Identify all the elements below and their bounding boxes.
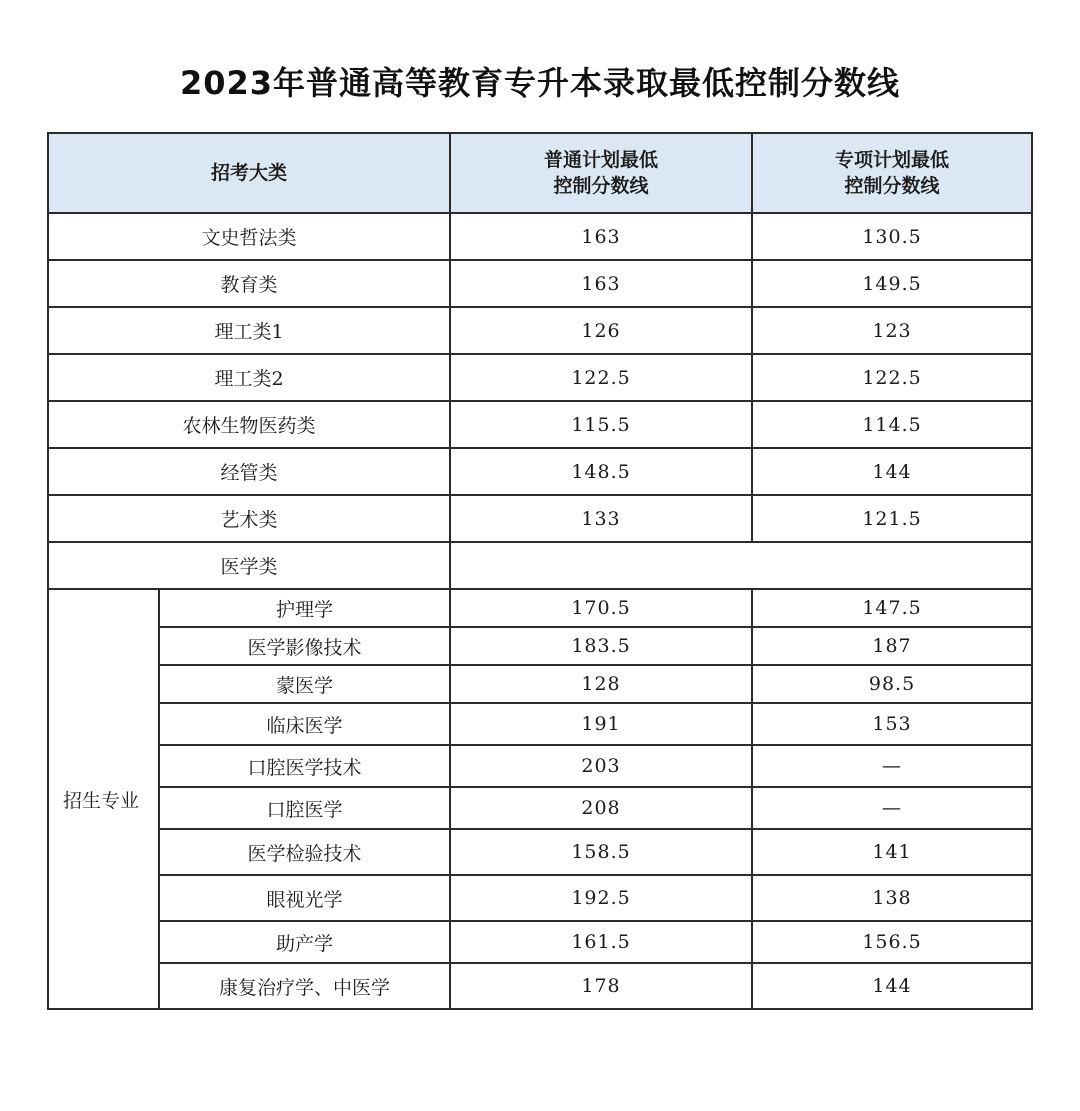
table-row <box>48 963 1032 1009</box>
special-score-cell: — <box>752 745 1032 787</box>
table-row <box>48 665 1032 703</box>
header-special-line1: 专项计划最低 <box>835 149 950 171</box>
header-special-line2: 控制分数线 <box>844 175 940 197</box>
table-row <box>48 589 1032 627</box>
medical-category-row <box>48 542 1032 589</box>
header-special <box>752 133 1032 213</box>
major-name-cell: 助产学 <box>159 921 450 963</box>
major-name-cell: 口腔医学技术 <box>159 745 450 787</box>
major-name-cell: 眼视光学 <box>159 875 450 921</box>
table-header-row <box>48 133 1032 213</box>
special-score-cell: 123 <box>752 307 1032 354</box>
special-score-cell: 122.5 <box>752 354 1032 401</box>
general-score-cell: 163 <box>450 260 752 307</box>
category-cell: 教育类 <box>48 260 450 307</box>
category-cell: 经管类 <box>48 448 450 495</box>
header-general <box>450 133 752 213</box>
major-name-cell: 护理学 <box>159 589 450 627</box>
table-row <box>48 213 1032 260</box>
score-table <box>47 132 1033 1010</box>
table-row <box>48 354 1032 401</box>
major-name-cell: 医学检验技术 <box>159 829 450 875</box>
table-row <box>48 627 1032 665</box>
general-score-cell: 161.5 <box>450 921 752 963</box>
special-score-cell: 187 <box>752 627 1032 665</box>
special-score-cell: — <box>752 787 1032 829</box>
general-score-cell: 115.5 <box>450 401 752 448</box>
general-score-cell: 170.5 <box>450 589 752 627</box>
table-row <box>48 829 1032 875</box>
general-score-cell: 148.5 <box>450 448 752 495</box>
special-score-cell: 141 <box>752 829 1032 875</box>
special-score-cell: 149.5 <box>752 260 1032 307</box>
special-score-cell: 98.5 <box>752 665 1032 703</box>
major-group-label: 招生专业 <box>48 589 159 1009</box>
table-row <box>48 787 1032 829</box>
category-cell: 文史哲法类 <box>48 213 450 260</box>
general-score-cell: 126 <box>450 307 752 354</box>
general-score-cell: 203 <box>450 745 752 787</box>
general-score-cell: 158.5 <box>450 829 752 875</box>
special-score-cell: 114.5 <box>752 401 1032 448</box>
table-row <box>48 703 1032 745</box>
category-cell: 理工类2 <box>48 354 450 401</box>
special-score-cell: 156.5 <box>752 921 1032 963</box>
page-title: 2023年普通高等教育专升本录取最低控制分数线 <box>179 64 901 102</box>
major-name-cell: 临床医学 <box>159 703 450 745</box>
table-row <box>48 307 1032 354</box>
table-row <box>48 448 1032 495</box>
general-score-cell: 208 <box>450 787 752 829</box>
major-name-cell: 口腔医学 <box>159 787 450 829</box>
general-score-cell: 163 <box>450 213 752 260</box>
special-score-cell: 138 <box>752 875 1032 921</box>
header-general-line1: 普通计划最低 <box>544 149 659 171</box>
general-score-cell: 128 <box>450 665 752 703</box>
special-score-cell: 147.5 <box>752 589 1032 627</box>
table-row <box>48 260 1032 307</box>
special-score-cell: 153 <box>752 703 1032 745</box>
category-cell: 理工类1 <box>48 307 450 354</box>
general-score-cell: 133 <box>450 495 752 542</box>
table-row <box>48 875 1032 921</box>
header-general-line2: 控制分数线 <box>553 175 649 197</box>
general-score-cell: 183.5 <box>450 627 752 665</box>
medical-empty-cell <box>450 542 1032 589</box>
special-score-cell: 130.5 <box>752 213 1032 260</box>
header-category: 招考大类 <box>48 133 450 213</box>
category-cell: 农林生物医药类 <box>48 401 450 448</box>
general-score-cell: 191 <box>450 703 752 745</box>
medical-category-cell: 医学类 <box>48 542 450 589</box>
table-row <box>48 495 1032 542</box>
special-score-cell: 121.5 <box>752 495 1032 542</box>
special-score-cell: 144 <box>752 448 1032 495</box>
table-row <box>48 401 1032 448</box>
major-name-cell: 蒙医学 <box>159 665 450 703</box>
major-name-cell: 康复治疗学、中医学 <box>159 963 450 1009</box>
general-score-cell: 178 <box>450 963 752 1009</box>
major-name-cell: 医学影像技术 <box>159 627 450 665</box>
general-score-cell: 192.5 <box>450 875 752 921</box>
table-row <box>48 921 1032 963</box>
category-cell: 艺术类 <box>48 495 450 542</box>
table-row <box>48 745 1032 787</box>
general-score-cell: 122.5 <box>450 354 752 401</box>
special-score-cell: 144 <box>752 963 1032 1009</box>
